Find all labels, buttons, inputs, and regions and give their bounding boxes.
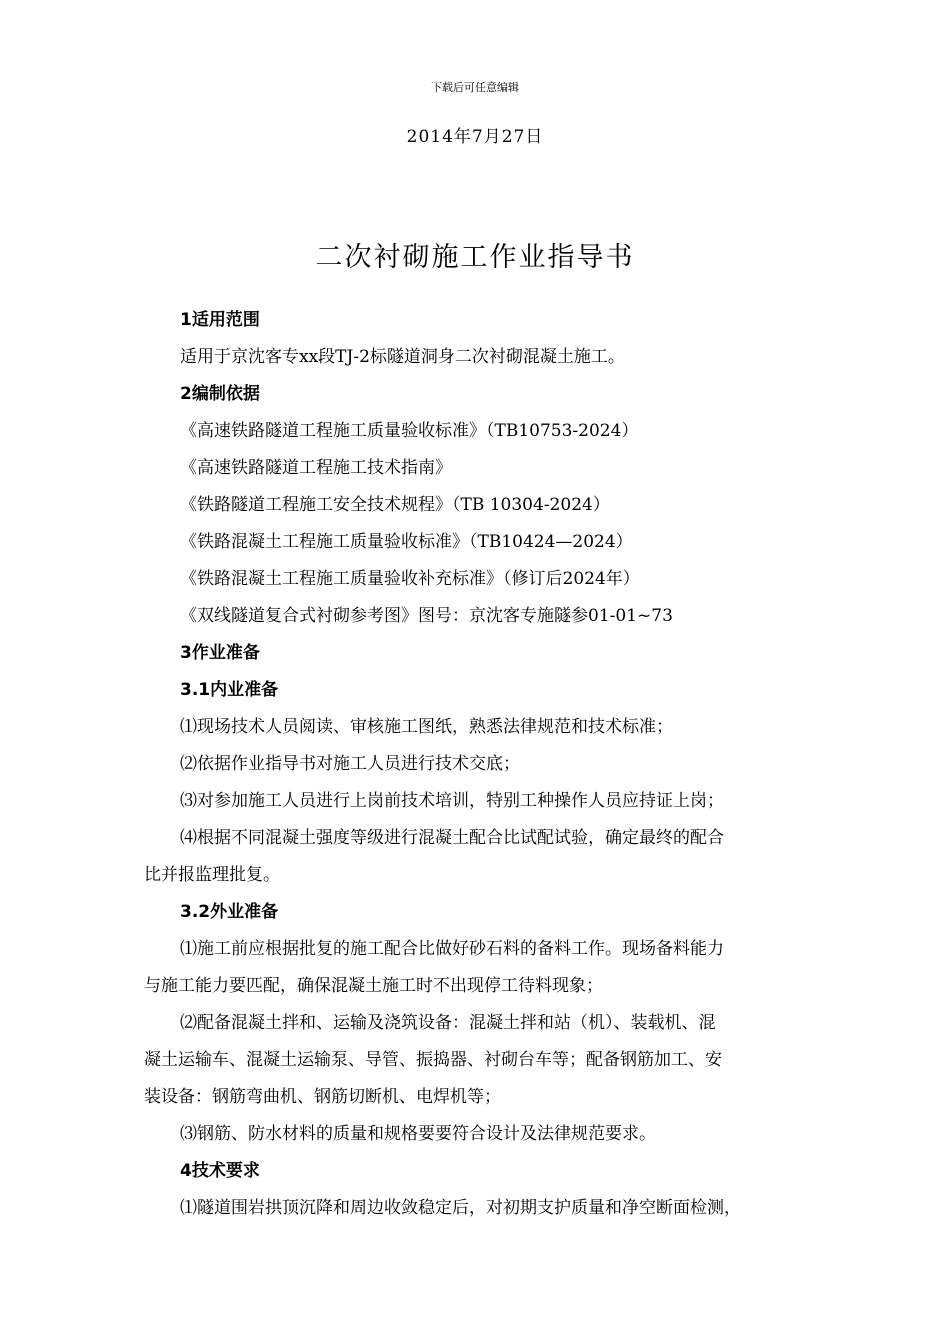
section-heading: 1适用范围 — [180, 310, 260, 330]
list-item-continuation: 与施工能力要匹配，确保混凝土施工时不出现停工待料现象； — [144, 976, 603, 996]
subsection-heading: 3.1内业准备 — [180, 680, 279, 700]
document-date: 2014年7月27日 — [406, 127, 544, 147]
section-heading: 3作业准备 — [180, 643, 260, 663]
list-item: ⑶钢筋、防水材料的质量和规格要要符合设计及法律规范要求。 — [180, 1124, 656, 1144]
section-heading: 2编制依据 — [180, 384, 260, 404]
list-item: ⑶对参加施工人员进行上岗前技术培训，特别工种操作人员应持证上岗； — [180, 791, 724, 811]
reference-line: 《高速铁路隧道工程施工技术指南》 — [180, 458, 452, 478]
reference-line: 《铁路混凝土工程施工质量验收补充标准》（修订后2024年） — [180, 569, 640, 589]
section-heading: 4技术要求 — [180, 1161, 260, 1181]
reference-line: 《铁路混凝土工程施工质量验收标准》（TB10424—2024） — [180, 532, 633, 552]
list-item: ⑵依据作业指导书对施工人员进行技术交底； — [180, 754, 520, 774]
subsection-heading: 3.2外业准备 — [180, 902, 279, 922]
document-body — [144, 302, 816, 1227]
reference-line: 《高速铁路隧道工程施工质量验收标准》（TB10753-2024） — [180, 421, 639, 441]
header-note: 下载后可任意编辑 — [431, 81, 519, 94]
list-item: ⑷根据不同混凝土强度等级进行混凝土配合比试配试验，确定最终的配合 — [180, 828, 724, 848]
document-title: 二次衬砌施工作业指导书 — [315, 242, 635, 273]
list-item-continuation: 凝土运输车、混凝土运输泵、导管、振捣器、衬砌台车等；配备钢筋加工、安 — [144, 1050, 722, 1070]
list-item-continuation: 装设备：钢筋弯曲机、钢筋切断机、电焊机等； — [144, 1087, 501, 1107]
list-item: ⑴施工前应根据批复的施工配合比做好砂石料的备料工作。现场备料能力 — [180, 939, 724, 959]
list-item: ⑴现场技术人员阅读、审核施工图纸，熟悉法律规范和技术标准； — [180, 717, 673, 737]
list-item-continuation: 比并报监理批复。 — [144, 865, 280, 885]
paragraph-line: 适用于京沈客专xx段TJ-2标隧道洞身二次衬砌混凝土施工。 — [180, 347, 625, 367]
list-item: ⑴隧道围岩拱顶沉降和周边收敛稳定后，对初期支护质量和净空断面检测， — [180, 1198, 741, 1218]
reference-line: 《铁路隧道工程施工安全技术规程》（TB 10304-2024） — [180, 495, 610, 515]
reference-line: 《双线隧道复合式衬砌参考图》图号：京沈客专施隧参01-01~73 — [180, 606, 673, 626]
list-item: ⑵配备混凝土拌和、运输及浇筑设备：混凝土拌和站（机）、装载机、混 — [180, 1013, 716, 1033]
